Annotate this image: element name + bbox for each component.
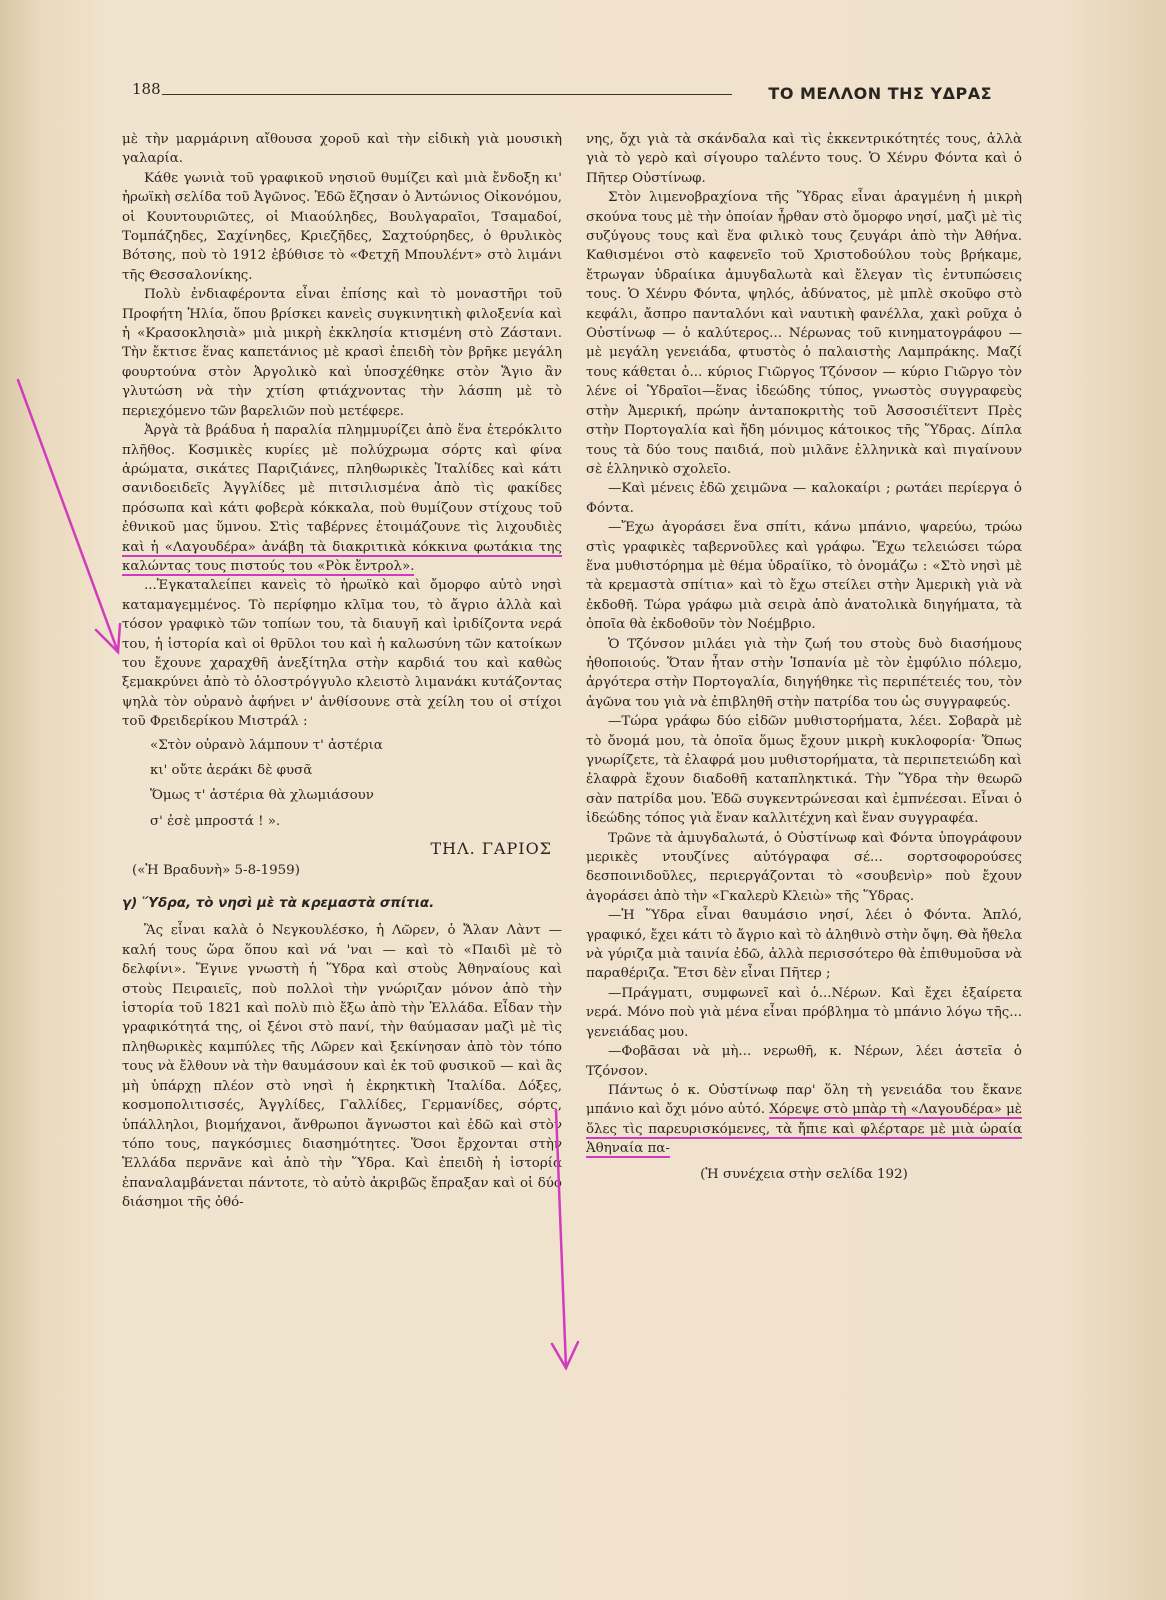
running-title: ΤΟ ΜΕΛΛΟΝ ΤΗΣ ΥΔΡΑΣ xyxy=(768,84,992,103)
paragraph: Κάθε γωνιὰ τοῦ γραφικοῦ νησιοῦ θυμίζει καὶ μιὰ ἔνδοξη κι' ἡρωϊκὴ σελίδα τοῦ Ἀγῶνος. Ἐδῶ ἔζησαν ὁ Ἀντώνιος Οἰκονόμου, οἱ Κουντουριῶτες, οἱ Μιαούληδες, Βουλγαραῖοι, Τσαμαδοί, Τομπάζηδες, Σαχίνηδες, Κριεζῆδες, Σαχτούρηδες, ὁ θρυλικὸς Βότσης, ποὺ τὸ 1912 ἐβύθισε τὸ «Φετχῆ Μπουλέντ» στὸ λιμάνι τῆς Θεσσαλονίκης. xyxy=(122,170,562,283)
source-citation: («Ἡ Βραδυνὴ» 5-8-1959) xyxy=(132,862,300,878)
paragraph: Ἂς εἶναι καλὰ ὁ Νεγκουλέσκο, ἡ Λῶρεν, ὁ Ἄλαν Λὰντ — καλή τους ὥρα ὅπου καὶ νά 'ναι — καὶ τὸ «Παιδὶ μὲ τὸ δελφίνι». Ἔγινε γνωστὴ ἡ Ὕδρα καὶ στοὺς Ἀθηναίους καὶ στοὺς Πειραιεῖς, ποὺ πολλοὶ τὴν γνώριζαν μόνον ἀπὸ τὴν ἱστορία τοῦ 1821 καὶ πολὺ πιὸ ἔξω ἀπὸ τὴν Ἑλλάδα. Εἶδαν τὴν γραφικότητά της, οἱ ξένοι στὸ πανί, τὴν θαύμασαν μαζὶ μὲ τὶς πληθωρικὲς καμπύλες τῆς Λῶρεν καὶ ξεκίνησαν ἀπὸ τὸν τόπο τους νὰ ἔλθουν νὰ τὴν θαυμάσουν καὶ ἐκ τοῦ φυσικοῦ — καὶ ἂς μὴ ὑπάρχῃ πλέον στὸ νησὶ ἡ ἐκρηκτικὴ Ἰταλίδα. Δόξες, κοσμοπολιτισσές, Ἀγγλίδες, Γαλλίδες, Γερμανίδες, σόρτς, ὑπάλληλοι, βιομήχανοι, ἄνθρωποι ἄγνωστοι καὶ ἐδῶ καὶ στὸν τόπο τους, παγκόσμιες διασημότητες. Ὅσοι ἔρχονται στὴν Ἑλλάδα περνᾶνε καὶ ἀπὸ τὴν Ὕδρα. Καὶ ἐπειδὴ ἡ ἱστορία ἐπαναλαμβάνεται πάντοτε, τὸ αὐτὸ ἀκριβῶς ἔπραξαν καὶ οἱ δύο διάσημοι τῆς ὀθό- xyxy=(122,923,562,1211)
highlighted-passage: καὶ ἡ «Λαγουδέρα» ἀνάβη τὰ διακριτικὰ κόκκινα φωτάκια της καλώντας τους πιστούς του «Ρὸκ ἔντρολ». xyxy=(122,539,562,574)
paragraph: νης, ὄχι γιὰ τὰ σκάνδαλα καὶ τὶς ἐκκεντρικότητές τους, ἀλλὰ γιὰ τὸ γερὸ καὶ σίγουρο ταλέντο τους. Ὁ Χένρυ Φόντα καὶ ὁ Πῆτερ Οὐστίνωφ. xyxy=(586,132,1022,186)
poem-line: σ' ἐσὲ μπροστά ! ». xyxy=(150,813,281,829)
paragraph: —Πράγματι, συμφωνεῖ καὶ ὁ...Νέρων. Καὶ ἔχει ἐξαίρετα νερά. Μόνο ποὺ γιὰ μένα εἶναι πρόβλημα τὸ μπάνιο λόγω τῆς... γενειάδας μου. xyxy=(586,985,1022,1040)
paragraph: Στὸν λιμενοβραχίονα τῆς Ὕδρας εἶναι ἀραγμένη ἡ μικρὴ σκούνα τους μὲ τὴν ὁποίαν ἦρθαν στὸ ὄμορφο νησί, μαζὶ μὲ τὶς συζύγους τους καὶ ἕνα φιλικὸ τους ζευγάρι ἀπὸ τὴν Ἀθήνα. Καθισμένοι στὸ καφενεῖο τοῦ Χριστοδούλου τοὺς βρήκαμε, ἔτρωγαν ὑδραίικα ἀμυγδαλωτὰ καὶ ἔλεγαν τὶς ἐντυπώσεις τους. Ὁ Χένρυ Φόντα, ψηλός, ἀδύνατος, μὲ μπλὲ σκοῦφο στὸ κεφάλι, ἄσπρο πανταλόνι καὶ ναυτικὴ φανέλλα, χακὶ ροῦχα ὁ Οὐστίνωφ — ὁ καλύτερος... Νέρωνας τοῦ κινηματογράφου — μὲ μεγάλη γενειάδα, φτυστὸς ὁ παλαιστὴς Λαμπράκης. Μαζί τους κάθεται ὁ... κύριος Γιῶργος Τζόνσον — κύριο Γιῶργο τὸν λένε οἱ Ὑδραῖοι—ἕνας ἰδεώδης τύπος, γνωστὸς συγγραφεὺς στὴν Ἀμερική, πρώην ἀνταποκριτὴς τοῦ Ἀσσοσιέϊτεντ Πρὲς στὴν Πορτογαλία καὶ ἤδη μόνιμος κάτοικος τῆς Ὕδρας. Δίπλα τους τὰ δύο τους παιδιά, ποὺ μιλᾶνε ἑλληνικὰ καὶ πιγαίνουν σὲ ἑλληνικὸ σχολεῖο. xyxy=(586,190,1022,477)
author-signature: ΤΗΛ. ΓΑΡΙΟΣ xyxy=(430,839,552,859)
paragraph: —Καὶ μένεις ἐδῶ χειμῶνα — καλοκαίρι ; ρωτάει περίεργα ὁ Φόντα. xyxy=(586,481,1022,516)
section-title: γ) Ὕδρα, τὸ νησὶ μὲ τὰ κρεμαστὰ σπίτια. xyxy=(122,896,435,912)
paragraph: ...Ἐγκαταλείπει κανεὶς τὸ ἡρωϊκὸ καὶ ὄμορφο αὐτὸ νησὶ καταμαγεμμένος. Τὸ περίφημο κλῖμα του, τὸ ἄγριο ἀλλὰ καὶ τόσον γραφικὸ τῶν τοπίων του, τὰ διαυγῆ καὶ ἰριδίζοντα νερά του, ἡ ἱστορία καὶ οἱ θρῦλοι του καὶ ἡ καλωσύνη τῶν κατοίκων του ἔχουνε χαραχθῆ ἀνεξίτηλα στὴν καρδιά του καὶ καθὼς ξεμακρύνει ἀπὸ τὸ ὁλοστρόγγυλο κλειστὸ λιμανάκι κυτάζοντας ψηλὰ τὸν οὐρανὸ ἀφήνει ν' ἀνθίσουνε στὰ χείλη του οἱ στίχοι τοῦ Φρειδερίκου Μιστράλ : xyxy=(122,578,562,730)
poem-line: Ὅμως τ' ἀστέρια θὰ χλωμιάσουν xyxy=(150,788,374,804)
poem-line: «Στὸν οὐρανὸ λάμπουν τ' ἀστέρια xyxy=(150,737,383,753)
poem-line: κι' οὔτε ἀεράκι δὲ φυσᾶ xyxy=(150,763,313,778)
paragraph: Πολὺ ἐνδιαφέροντα εἶναι ἐπίσης καὶ τὸ μοναστῆρι τοῦ Προφήτη Ἠλία, ὅπου βρίσκει κανεὶς συγκινητικὴ φιλοξενία καὶ ἡ «Κρασοκλησιὰ» μιὰ μικρὴ ἐκκλησία κτισμένη στὸ Ζάστανι. Τὴν ἔκτισε ἕνας καπετάνιος μὲ κρασὶ ἐπειδὴ τὸν βρῆκε μεγάλη φουρτούνα στὸν Ἀργολικὸ καὶ ὑποσχέθηκε στὸν Ἅγιο ἂν γλυτώση νὰ τὴν χτίση φτιάχνοντας τὴν λάσπη μὲ τὸ περιεχόμενο τῶν βαρελιῶν ποὺ μετέφερε. xyxy=(122,287,562,419)
page-number: 188 xyxy=(132,80,161,98)
continued-note: (Ἡ συνέχεια στὴν σελίδα 192) xyxy=(700,1166,908,1182)
arrow-left-icon xyxy=(18,380,118,652)
paragraph: —Ἔχω ἀγοράσει ἕνα σπίτι, κάνω μπάνιο, ψαρεύω, τρώω στὶς γραφικὲς ταβερνοῦλες καὶ γράφω. Ἔχω τελειώσει τώρα ἕνα μυθιστόρημα μὲ θέμα ὑδραίϊκο, τὸ ὀνομάζω : «Στὸ νησὶ μὲ τὰ κρεμαστὰ σπίτια» καὶ τὸ ἔχω στείλει στὴν Ἀμερικὴ γιὰ νὰ ἐκδοθῆ. Τώρα γράφω μιὰ σειρὰ ἀπὸ ἀνατολικὰ διηγήματα, τὰ ὁποῖα θὰ ἐκδοθοῦν τὸν Νοέμβριο. xyxy=(586,520,1022,633)
highlighted-passage: Χόρεψε στὸ μπὰρ τὴ «Λαγουδέρα» μὲ ὅλες τὶς παρευρισκόμενες, τὰ ἤπιε καὶ φλέρταρε μὲ μιὰ ὡραία Ἀθηναία πα- xyxy=(586,1102,1022,1157)
paragraph: —Ἡ Ὕδρα εἶναι θαυμάσιο νησί, λέει ὁ Φόντα. Ἁπλό, γραφικό, ἔχει κάτι τὸ ἄγριο καὶ τὸ ἀληθινὸ στὴν ὄψη. Θὰ ἤθελα νὰ γύριζα μιὰ ταινία ἐδῶ, ἀλλὰ περισσότερο θὰ ἐπιθυμοῦσα νὰ παραθέριζα. Ἔτσι δὲν εἶναι Πῆτερ ; xyxy=(586,908,1022,982)
paragraph: Ὁ Τζόνσον μιλάει γιὰ τὴν ζωή του στοὺς δυὸ διασήμους ἠθοποιούς. Ὅταν ἦταν στὴν Ἱσπανία μὲ τὸν ἐμφύλιο πόλεμο, ἀργότερα στὴν Πορτογαλία, διηγήθηκε τὶς περιπέτειές του, τὸν ἀγῶνα του γιὰ νὰ ἐπιβληθῆ στὴν πατρίδα του ὡς συγγραφεύς. xyxy=(586,636,1022,710)
arrow-right-icon xyxy=(556,1110,566,1368)
paragraph-text: Πάντως ὁ κ. Οὐστίνωφ παρ' ὅλη τὴ γενειάδα του ἔκανε μπάνιο καὶ ὄχι μόνο αὐτό. xyxy=(586,1082,1022,1118)
paragraph: Τρῶνε τὰ ἀμυγδαλωτά, ὁ Οὐστίνωφ καὶ Φόντα ὑπογράφουν μερικὲς ντουζίνες αὐτόγραφα σέ... σορτσοφορούσες δεσποινιδοῦλες, περιεργάζονται τὸ «σουβενὶρ» ποὺ ἔχουν ἀγοράσει ἀπὸ τὴν «Γκαλερὺ Κλειὼ» τῆς Ὕδρας. xyxy=(586,830,1022,904)
paragraph: —Τώρα γράφω δύο εἰδῶν μυθιστορήματα, λέει. Σοβαρὰ μὲ τὸ ὄνομά μου, τὰ ὁποῖα ὅμως ἔχουν μικρὴ κυκλοφορία· Ὅπως γνωρίζετε, τὰ ἐλαφρά μου μυθιστορήματα, τὰ περιπετειώδη καὶ ἐλαφρὰ ἔχουν διαδοθῆ καταπληκτικά. Τὴν Ὕδρα τὴν θεωρῶ σὰν πατρίδα μου. Ἐδῶ συγκεντρώνεσαι καὶ ἐμπνέεσαι. Εἶναι ὁ ἰδεώδης τόπος γιὰ ἕναν καλλιτέχνη καὶ ἕναν συγγραφέα. xyxy=(586,714,1022,827)
paragraph-text: Ἀργὰ τὰ βράδυα ἡ παραλία πλημμυρίζει ἀπὸ ἕνα ἑτερόκλιτο πλῆθος. Κοσμικὲς κυρίες μὲ πολύχρωμα σόρτς καὶ φίνα ἀρώματα, σικάτες Παριζιάνες, πληθωρικὲς Ἰταλίδες καὶ κάτι σανιδοειδεῖς Ἀγγλίδες μὲ πιτσιλισμένα ἀπὸ τὶς φακίδες πρόσωπα καὶ κάτι φοβερὰ κόκκαλα, ποὺ θυμίζουν στίχους τοῦ ἐθνικοῦ μας ὕμνου. Στὶς ταβέρνες ἑτοιμάζουνε τὶς λιχουδιὲς xyxy=(122,423,562,536)
paragraph: μὲ τὴν μαρμάρινη αἴθουσα χοροῦ καὶ τὴν εἰδικὴ γιὰ μουσικὴ γαλαρία. xyxy=(122,132,562,167)
paragraph: —Φοβᾶσαι νὰ μὴ... νερωθῆ, κ. Νέρων, λέει ἀστεῖα ὁ Τζόνσον. xyxy=(586,1044,1022,1079)
